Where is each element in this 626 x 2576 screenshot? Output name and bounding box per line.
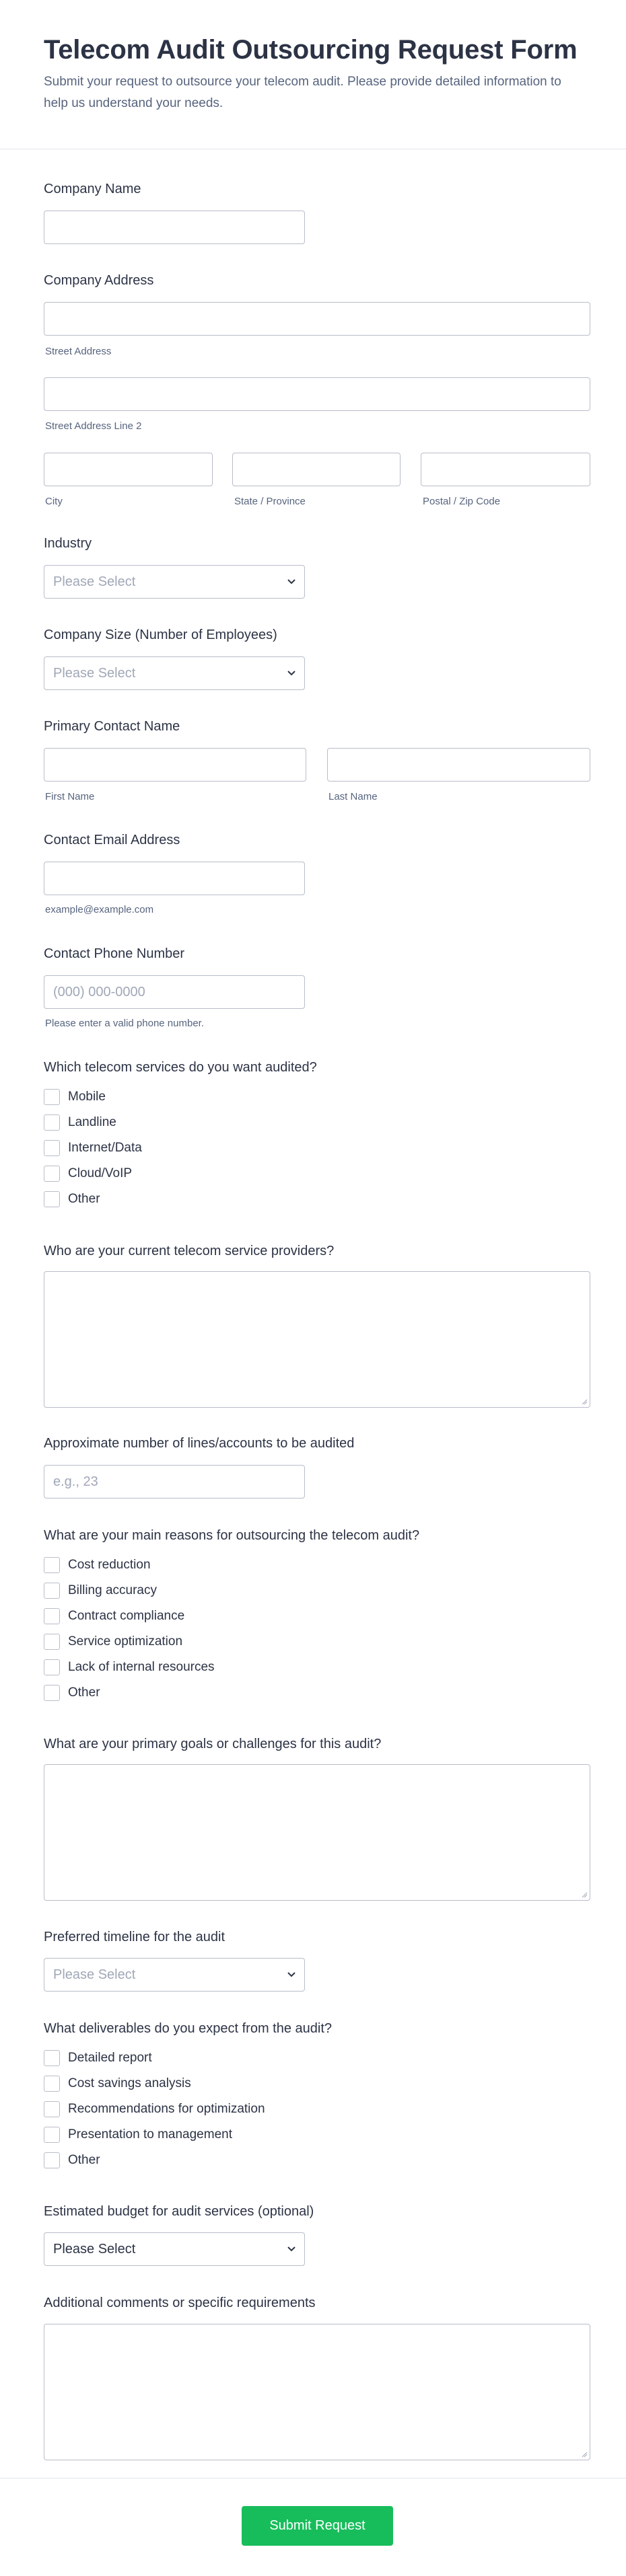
services-checkbox-mobile[interactable] bbox=[44, 1089, 60, 1105]
city-sublabel: City bbox=[45, 496, 63, 507]
first-name-sublabel: First Name bbox=[45, 791, 95, 802]
state-input[interactable] bbox=[232, 453, 401, 486]
reasons-checkbox-contract[interactable] bbox=[44, 1608, 60, 1624]
form-subtitle: Submit your request to outsource your telecom audit. Please provide detailed information to help us understand your needs. bbox=[44, 75, 561, 110]
reasons-option-label: Billing accuracy bbox=[68, 1583, 157, 1597]
goals-textarea[interactable] bbox=[44, 1764, 590, 1901]
deliverables-checkbox-other[interactable] bbox=[44, 2152, 60, 2168]
company-name-input[interactable] bbox=[44, 211, 305, 244]
resize-handle-icon[interactable] bbox=[582, 1399, 588, 1405]
state-sublabel: State / Province bbox=[234, 496, 306, 507]
services-checkbox-landline[interactable] bbox=[44, 1114, 60, 1131]
lines-label: Approximate number of lines/accounts to be audited bbox=[44, 1436, 355, 1451]
reasons-option-label: Contract compliance bbox=[68, 1609, 185, 1623]
services-checkbox-cloud[interactable] bbox=[44, 1166, 60, 1182]
services-checkbox-internet[interactable] bbox=[44, 1140, 60, 1156]
chevron-down-icon bbox=[287, 2246, 296, 2252]
form-title: Telecom Audit Outsourcing Request Form bbox=[44, 35, 578, 65]
street-address-line2-input[interactable] bbox=[44, 377, 590, 411]
first-name-input[interactable] bbox=[44, 748, 306, 782]
company-address-label: Company Address bbox=[44, 273, 154, 288]
deliverables-option-label: Presentation to management bbox=[68, 2127, 232, 2142]
street-address-sublabel: Street Address bbox=[45, 346, 112, 357]
industry-select-value: Please Select bbox=[53, 574, 136, 589]
reasons-checkbox-other[interactable] bbox=[44, 1685, 60, 1701]
company-size-label: Company Size (Number of Employees) bbox=[44, 628, 277, 642]
services-option-label: Mobile bbox=[68, 1090, 106, 1104]
submit-button[interactable]: Submit Request bbox=[242, 2506, 393, 2546]
reasons-checkbox-cost[interactable] bbox=[44, 1557, 60, 1573]
timeline-select-value: Please Select bbox=[53, 1967, 136, 1982]
email-hint: example@example.com bbox=[45, 904, 154, 915]
deliverables-checkbox-recommendations[interactable] bbox=[44, 2101, 60, 2117]
industry-select[interactable] bbox=[44, 565, 305, 599]
company-size-select-value: Please Select bbox=[53, 666, 136, 681]
deliverables-label: What deliverables do you expect from the audit? bbox=[44, 2021, 333, 2036]
goals-label: What are your primary goals or challenges for this audit? bbox=[44, 1737, 382, 1751]
budget-select[interactable] bbox=[44, 2232, 305, 2266]
chevron-down-icon bbox=[287, 578, 296, 585]
providers-textarea[interactable] bbox=[44, 1271, 590, 1408]
form-header bbox=[0, 0, 626, 149]
reasons-option-label: Lack of internal resources bbox=[68, 1660, 215, 1674]
reasons-checkbox-resources[interactable] bbox=[44, 1659, 60, 1675]
comments-textarea[interactable] bbox=[44, 2324, 590, 2460]
last-name-sublabel: Last Name bbox=[328, 791, 378, 802]
email-input[interactable] bbox=[44, 862, 305, 895]
phone-hint: Please enter a valid phone number. bbox=[45, 1018, 204, 1029]
deliverables-option-label: Recommendations for optimization bbox=[68, 2102, 265, 2116]
reasons-checkbox-billing[interactable] bbox=[44, 1583, 60, 1599]
deliverables-option-label: Other bbox=[68, 2153, 100, 2167]
email-label: Contact Email Address bbox=[44, 833, 180, 847]
company-size-select[interactable] bbox=[44, 656, 305, 690]
reasons-label: What are your main reasons for outsourcing the telecom audit? bbox=[44, 1528, 420, 1543]
deliverables-checkbox-report[interactable] bbox=[44, 2050, 60, 2066]
budget-select-value: Please Select bbox=[53, 2242, 136, 2257]
timeline-label: Preferred timeline for the audit bbox=[44, 1930, 225, 1944]
services-option-label: Landline bbox=[68, 1115, 116, 1129]
comments-label: Additional comments or specific requirements bbox=[44, 2296, 316, 2310]
services-checkbox-other[interactable] bbox=[44, 1191, 60, 1207]
phone-label: Contact Phone Number bbox=[44, 946, 185, 961]
phone-input[interactable] bbox=[44, 975, 305, 1009]
street-address-line2-sublabel: Street Address Line 2 bbox=[45, 420, 142, 432]
primary-contact-label: Primary Contact Name bbox=[44, 719, 180, 734]
company-name-label: Company Name bbox=[44, 182, 141, 196]
resize-handle-icon[interactable] bbox=[582, 1892, 588, 1898]
postal-sublabel: Postal / Zip Code bbox=[423, 496, 501, 507]
services-option-label: Internet/Data bbox=[68, 1141, 142, 1155]
city-input[interactable] bbox=[44, 453, 213, 486]
deliverables-option-label: Detailed report bbox=[68, 2051, 152, 2065]
providers-label: Who are your current telecom service providers? bbox=[44, 1244, 335, 1258]
resize-handle-icon[interactable] bbox=[582, 2452, 588, 2458]
timeline-select[interactable] bbox=[44, 1958, 305, 1992]
industry-label: Industry bbox=[44, 536, 92, 551]
deliverables-checkbox-savings[interactable] bbox=[44, 2076, 60, 2092]
lines-input[interactable] bbox=[44, 1465, 305, 1499]
postal-input[interactable] bbox=[421, 453, 590, 486]
reasons-option-label: Other bbox=[68, 1685, 100, 1700]
budget-label: Estimated budget for audit services (optional) bbox=[44, 2204, 314, 2219]
reasons-option-label: Service optimization bbox=[68, 1634, 183, 1649]
street-address-input[interactable] bbox=[44, 302, 590, 336]
services-label: Which telecom services do you want audited? bbox=[44, 1060, 317, 1075]
chevron-down-icon bbox=[287, 1971, 296, 1978]
deliverables-checkbox-presentation[interactable] bbox=[44, 2127, 60, 2143]
reasons-checkbox-service[interactable] bbox=[44, 1634, 60, 1650]
services-option-label: Other bbox=[68, 1192, 100, 1206]
last-name-input[interactable] bbox=[327, 748, 590, 782]
chevron-down-icon bbox=[287, 670, 296, 677]
services-option-label: Cloud/VoIP bbox=[68, 1166, 133, 1180]
reasons-option-label: Cost reduction bbox=[68, 1558, 151, 1572]
deliverables-option-label: Cost savings analysis bbox=[68, 2076, 191, 2090]
